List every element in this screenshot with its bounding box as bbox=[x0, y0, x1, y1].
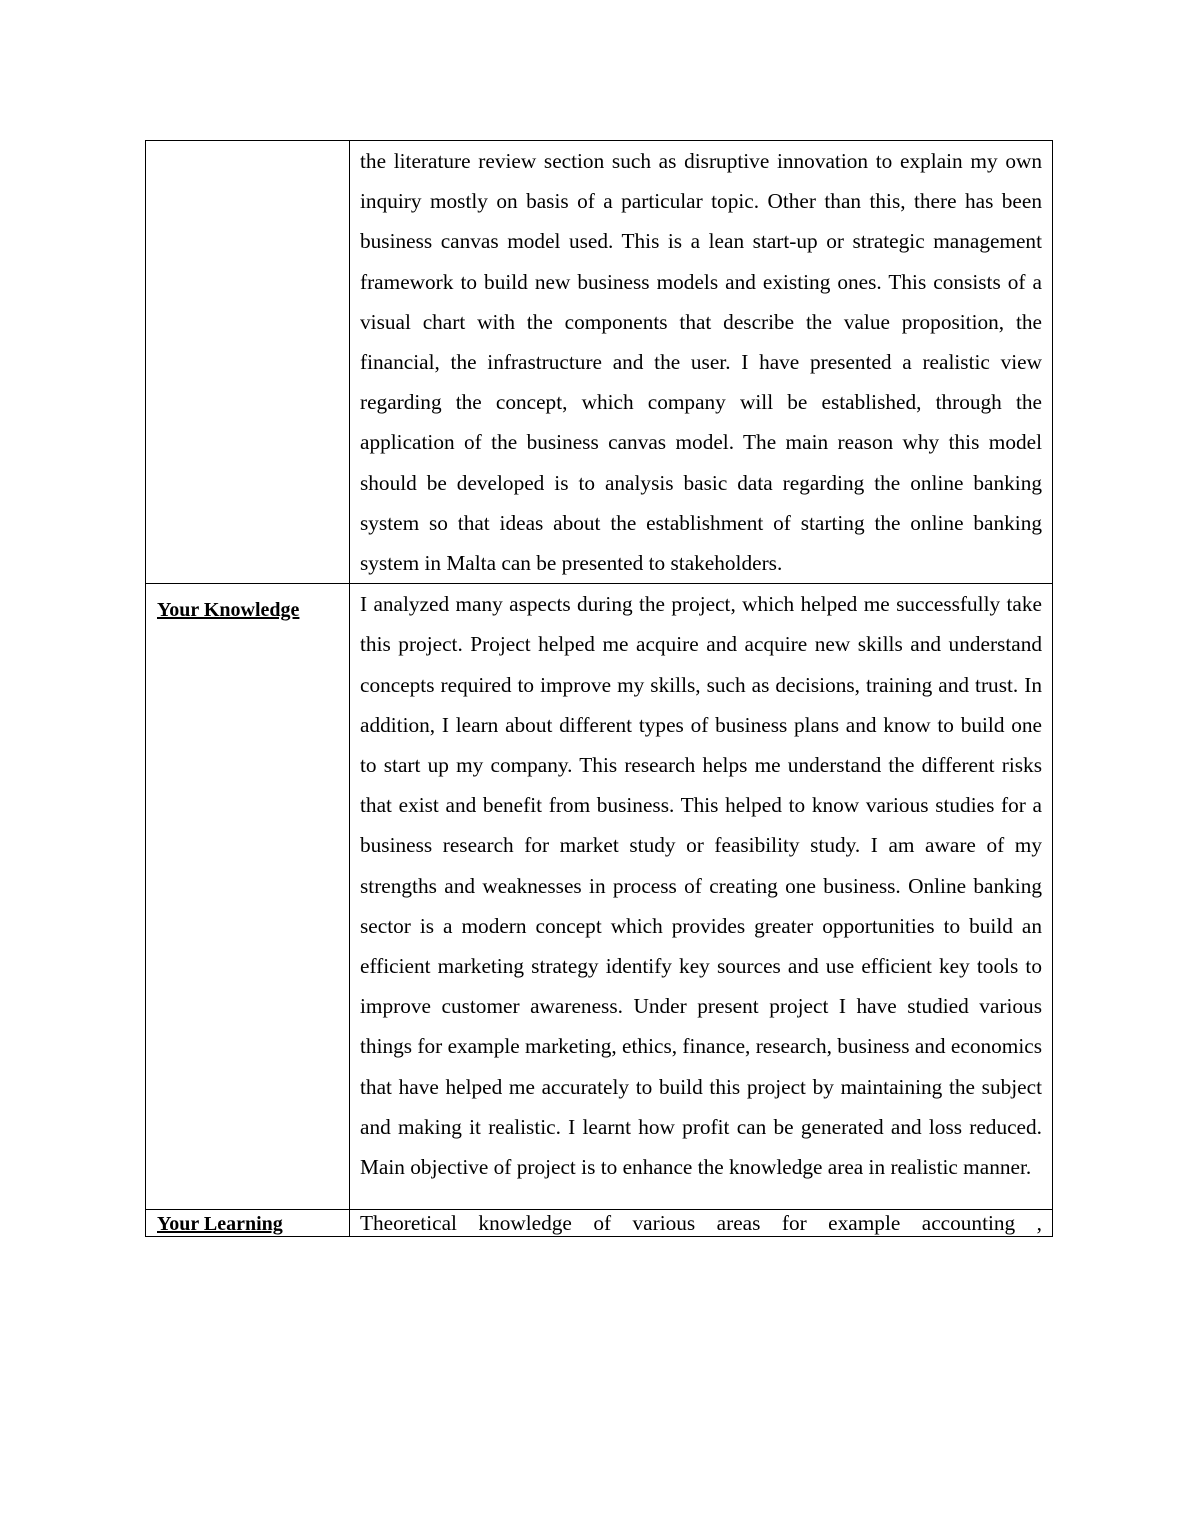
row-label bbox=[146, 141, 349, 155]
row-label-cell bbox=[146, 584, 350, 1210]
row-label-cell bbox=[146, 141, 350, 584]
reflection-table bbox=[145, 140, 1053, 1237]
row-content-cell bbox=[350, 1210, 1053, 1237]
table-row bbox=[146, 141, 1053, 584]
row-label-cell bbox=[146, 1210, 350, 1237]
your-learning-paragraph: Theoretical knowledge of various areas for example accounting , bbox=[360, 1211, 1042, 1236]
row-content-cell bbox=[350, 584, 1053, 1210]
row-content-cell bbox=[350, 141, 1053, 584]
literature-review-paragraph: the literature review section such as disruptive innovation to explain my own inquiry mostly on basis of a particular topic. Other than this, there has been business canvas model used. This is a lean start-up or strategic management framework to build new business models and existing ones. This consists of a visual chart with the components that describe the value proposition, the financial, the infrastructure and the user. I have presented a realistic view regarding the concept, which company will be established, through the application of the business canvas model. The main reason why this model should be developed is to analysis basic data regarding the online banking system so that ideas about the establishment of starting the online banking system in Malta can be presented to stakeholders. bbox=[360, 149, 1042, 576]
your-knowledge-label: Your Knowledge bbox=[157, 599, 300, 622]
table-row bbox=[146, 584, 1053, 1210]
your-learning-label: Your Learning bbox=[157, 1213, 283, 1236]
table-row bbox=[146, 1210, 1053, 1237]
your-knowledge-paragraph: I analyzed many aspects during the project, which helped me successfully take this project. Project helped me acquire and acquire new skills and understand concepts required to improve my skills, such as decisions, training and trust. In addition, I learn about different types of business plans and know to build one to start up my company. This research helps me understand the different risks that exist and benefit from business. This helped to know various studies for a business research for market study or feasibility study. I am aware of my strengths and weaknesses in process of creating one business. Online banking sector is a modern concept which provides greater opportunities to build an efficient marketing strategy identify key sources and use efficient key tools to improve customer awareness. Under present project I have studied various things for example marketing, ethics, finance, research, business and economics that have helped me accurately to build this project by maintaining the subject and making it realistic. I learnt how profit can be generated and loss reduced. Main objective of project is to enhance the knowledge area in realistic manner. bbox=[360, 592, 1042, 1180]
